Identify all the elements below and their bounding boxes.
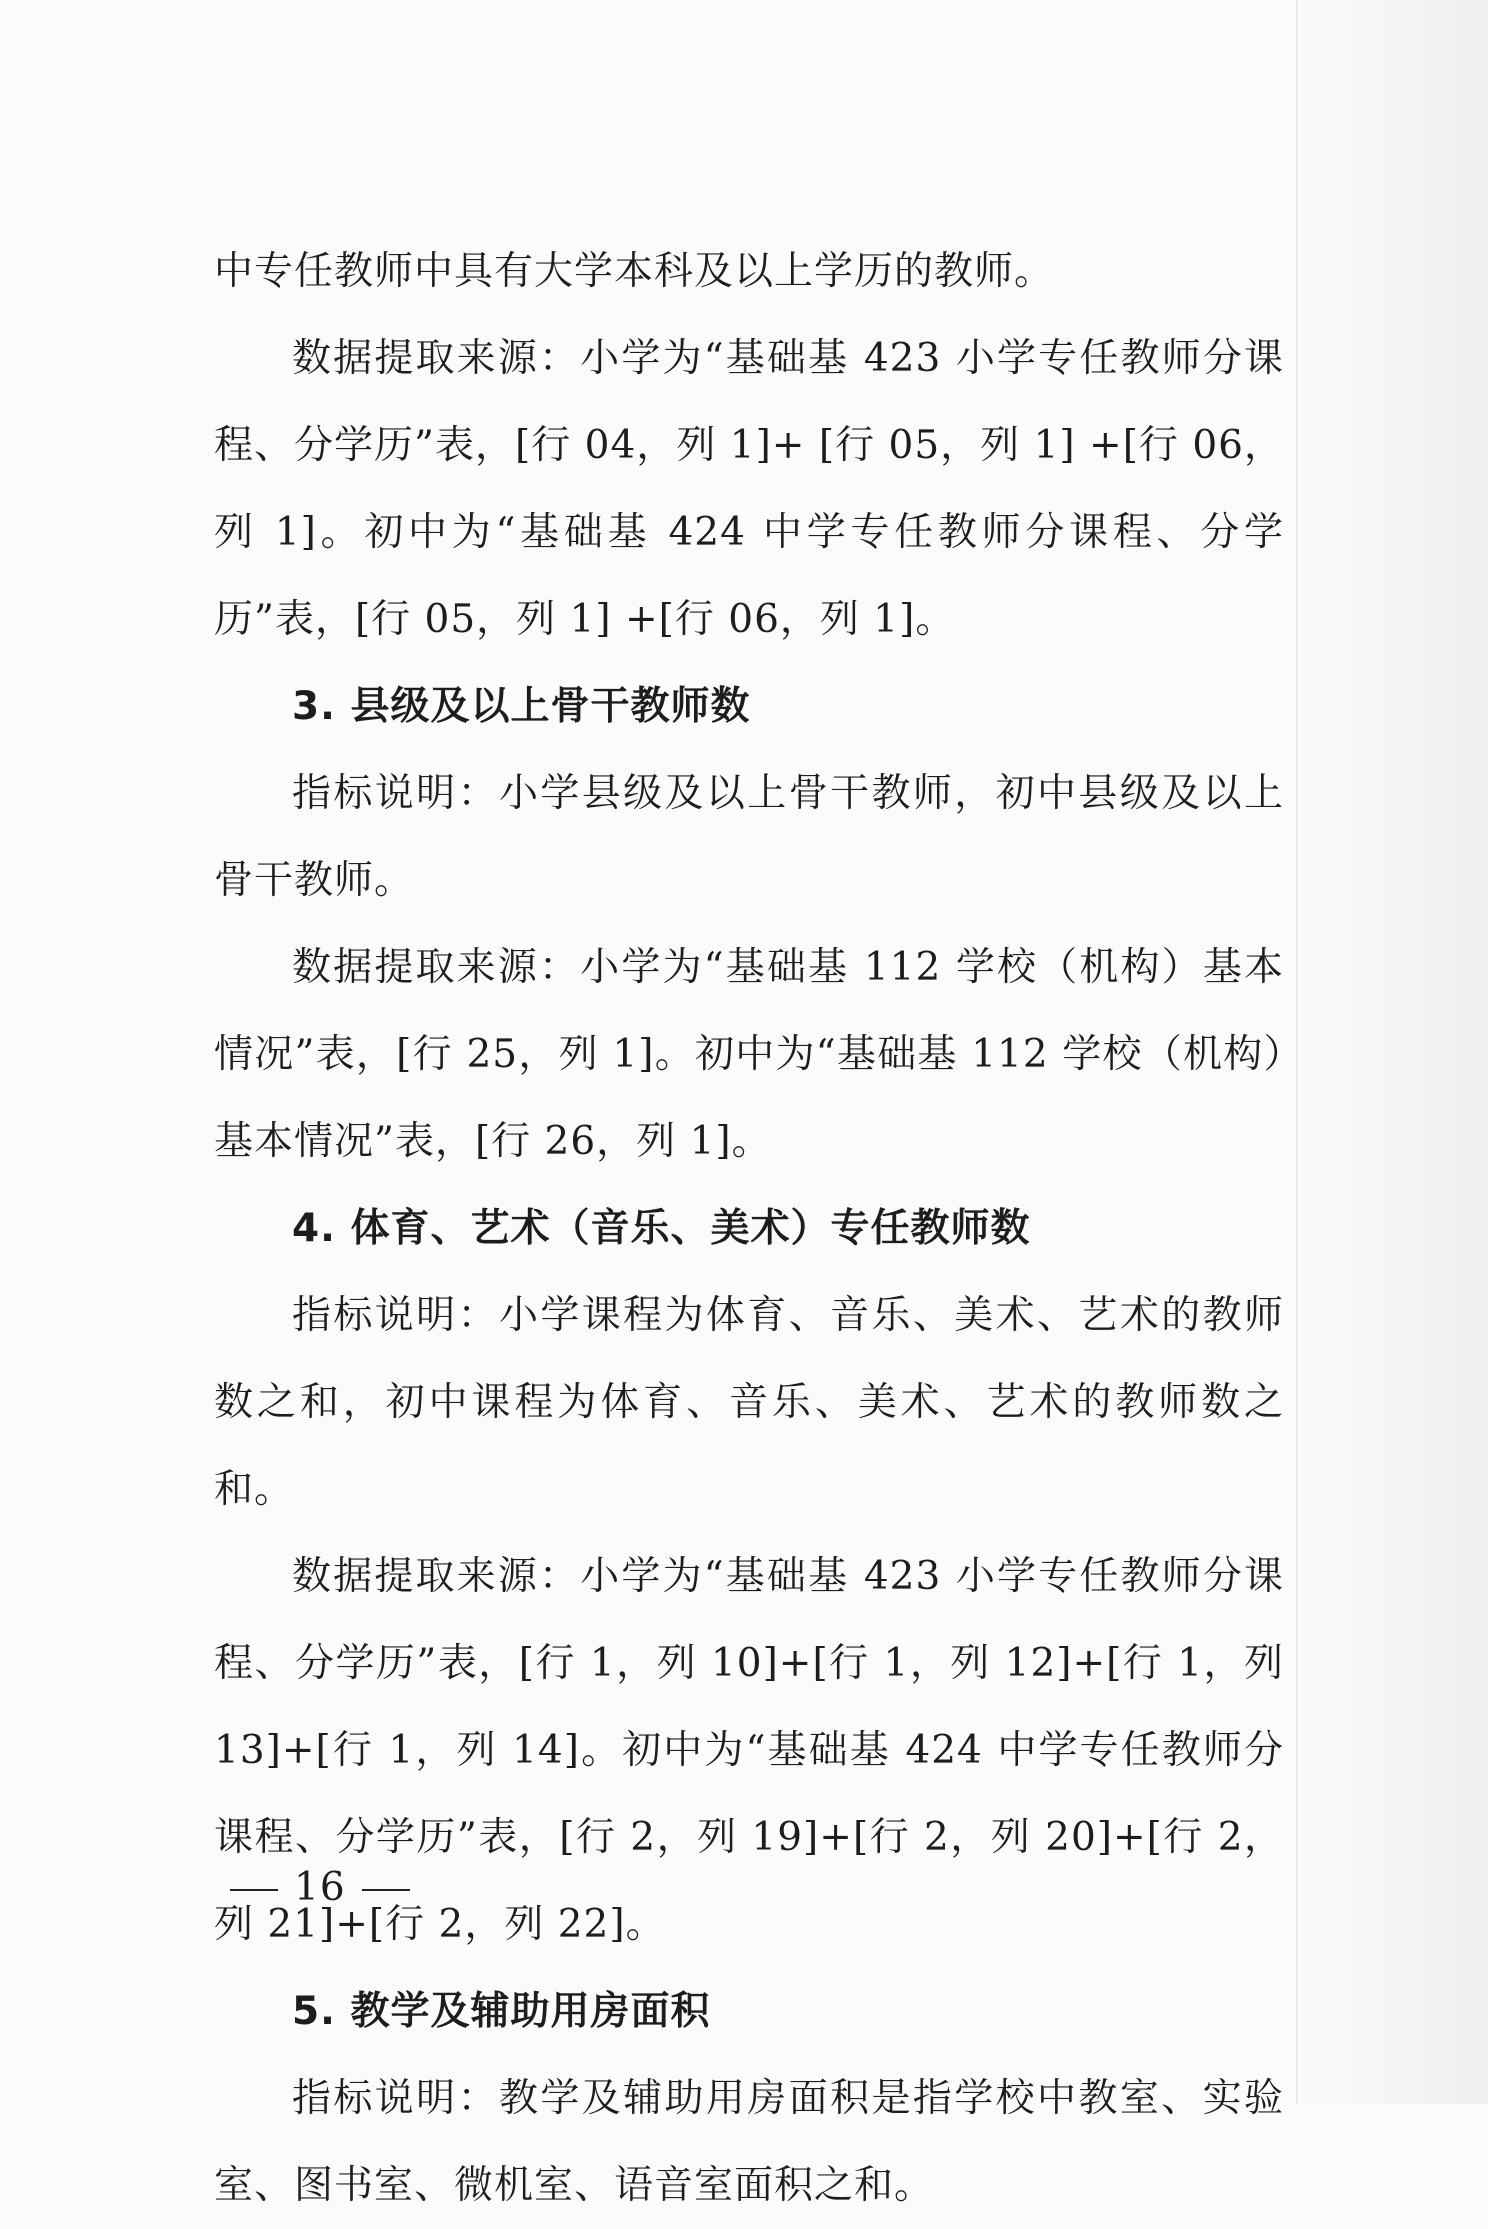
- scan-edge-shadow: [1298, 0, 1488, 2104]
- page-footer: [214, 1858, 426, 1918]
- section-heading-4: 4. 体育、艺术（音乐、美术）专任教师数: [292, 1206, 1031, 1251]
- section-heading-3: 3. 县级及以上骨干教师数: [292, 684, 751, 729]
- paragraph-4: 指标说明：小学县级及以上骨干教师，初中县级及以上骨干教师。: [214, 771, 1284, 903]
- page-number: 16: [294, 1865, 346, 1910]
- paragraph-7: 指标说明：小学课程为体育、音乐、美术、艺术的教师数之和，初中课程为体育、音乐、美术、艺术的教师数之和。: [214, 1293, 1284, 1512]
- paragraph-10: 指标说明：教学及辅助用房面积是指学校中教室、实验室、图书室、微机室、语音室面积之和。: [214, 2076, 1284, 2208]
- footer-dash-left: [230, 1889, 278, 1891]
- paragraph-8: 数据提取来源：小学为“基础基 423 小学专任教师分课程、分学历”表，[行 1，列 10]+[行 1，列 12]+[行 1，列 13]+[行 1，列 14]。初中为“基础基 424 中学专任教师分课程、分学历”表，[行 2，列 19]+[行 2，列 20]+[行 2，列 21]+[行 2，列 22]。: [214, 1554, 1284, 1947]
- paragraph-1: 中专任教师中具有大学本科及以上学历的教师。: [214, 249, 1055, 294]
- section-heading-5: 5. 教学及辅助用房面积: [292, 1989, 711, 2034]
- footer-dash-right: [362, 1889, 410, 1891]
- paragraph-5: 数据提取来源：小学为“基础基 112 学校（机构）基本情况”表，[行 25，列 1]。初中为“基础基 112 学校（机构）基本情况”表，[行 26，列 1]。: [214, 945, 1284, 1164]
- scan-edge-line: [1296, 0, 1298, 2104]
- page-body: [214, 228, 1284, 2229]
- paragraph-2: 数据提取来源：小学为“基础基 423 小学专任教师分课程、分学历”表，[行 04，列 1]+ [行 05，列 1] +[行 06，列 1]。初中为“基础基 424 中学专任教师分课程、分学历”表，[行 05，列 1] +[行 06，列 1]。: [214, 336, 1284, 642]
